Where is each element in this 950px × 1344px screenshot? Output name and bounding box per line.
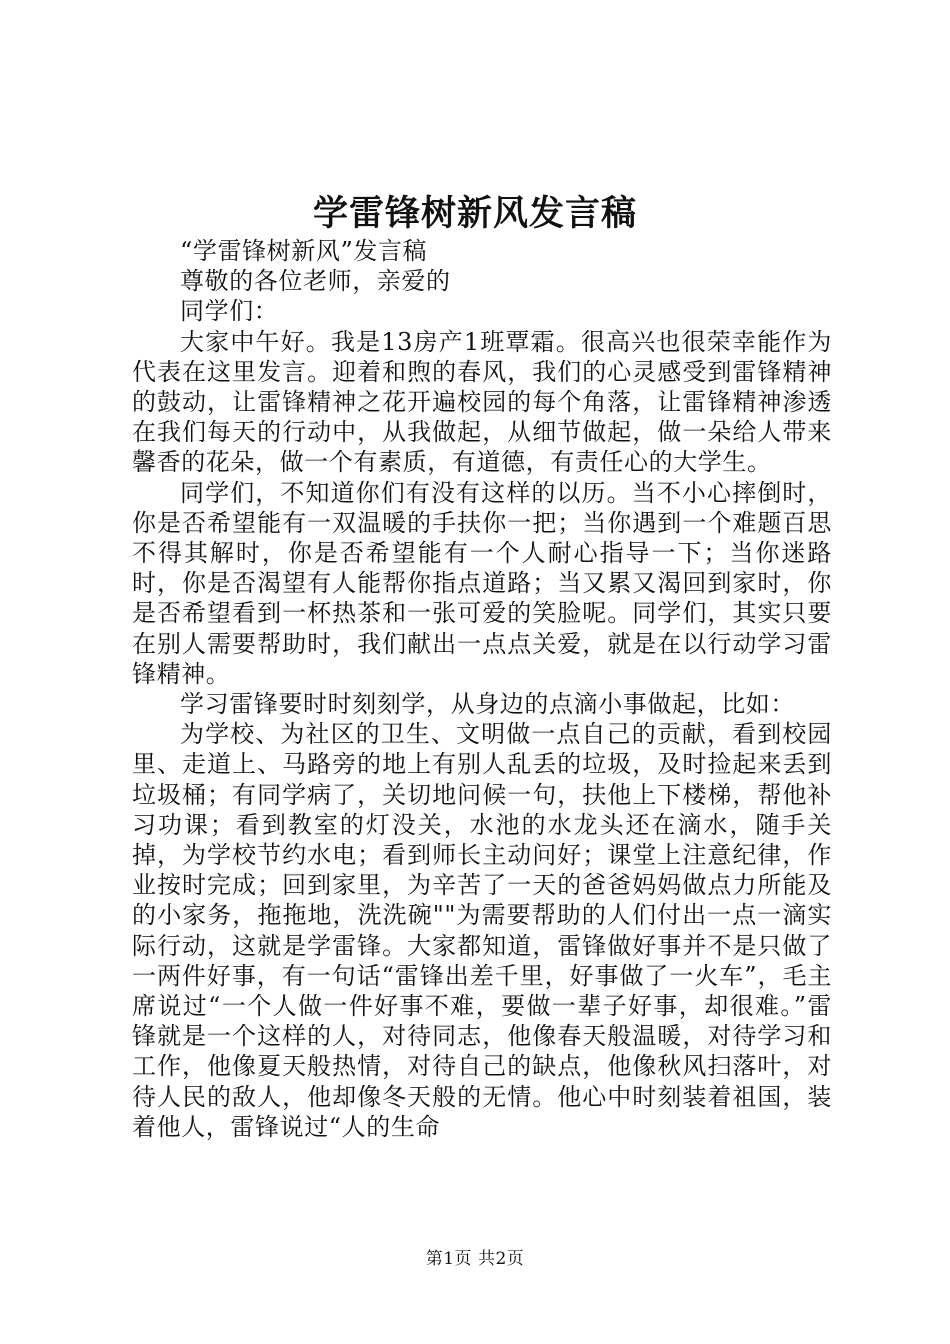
paragraph-subtitle: “学雷锋树新风”发言稿 — [180, 237, 428, 265]
page-number: 第1页 共2页 — [425, 1249, 525, 1269]
paragraph-intro: 大家中午好。我是13房产1班覃霜。很高兴也很荣幸能作为代表在这里发言。迎着和煦的春风，我们的心灵感受到雷锋精神的鼓动，让雷锋精神之花开遍校园的每个角落，让雷锋精神渗透在我们每天的行动中，从我做起，从细节做起，做一朵给人带来馨香的花朵，做一个有素质，有道德，有责任心的大学生。 — [132, 327, 832, 477]
paragraph-greeting-cont: 同学们： — [180, 297, 279, 326]
document-title: 学雷锋树新风发言稿 — [312, 193, 637, 234]
document-body — [132, 236, 832, 1142]
paragraph-examples: 为学校、为社区的卫生、文明做一点自己的贡献，看到校园里、走道上、马路旁的地上有别人乱丢的垃圾，及时捡起来丢到垃圾桶；有同学病了，关切地问候一句，扶他上下楼梯，帮他补习功课；看到教室的灯没关，水池的水龙头还在滴水，随手关掉，为学校节约水电；看到师长主动问好；课堂上注意纪律，作业按时完成；回到家里，为辛苦了一天的爸爸妈妈做点力所能及的小家务，拖拖地，洗洗碗""为需要帮助的人们付出一点一滴实际行动，这就是学雷锋。大家都知道，雷锋做好事并不是只做了一两件好事，有一句话“雷锋出差千里，好事做了一火车”，毛主席说过“一个人做一件好事不难，要做一辈子好事，却很难。”雷锋就是一个这样的人，对待同志，他像春天般温暖，对待学习和工作，他像夏天般热情，对待自己的缺点，他像秋风扫落叶，对待人民的敌人，他却像冬天般的无情。他心中时刻装着祖国，装着他人，雷锋说过“人的生命 — [132, 720, 832, 1141]
paragraph-lead: 学习雷锋要时时刻刻学，从身边的点滴小事做起，比如： — [180, 690, 795, 719]
paragraph-greeting: 尊敬的各位老师，亲爱的 — [180, 267, 451, 296]
paragraph-question: 同学们，不知道你们有没有这样的以历。当不小心摔倒时，你是否希望能有一双温暖的手扶你一把；当你遇到一个难题百思不得其解时，你是否希望能有一个人耐心指导一下；当你迷路时，你是否渴望有人能帮你指点道路；当又累又渴回到家时，你是否希望看到一杯热茶和一张可爱的笑脸呢。同学们，其实只要在别人需要帮助时，我们献出一点点关爱，就是在以行动学习雷锋精神。 — [132, 478, 832, 688]
